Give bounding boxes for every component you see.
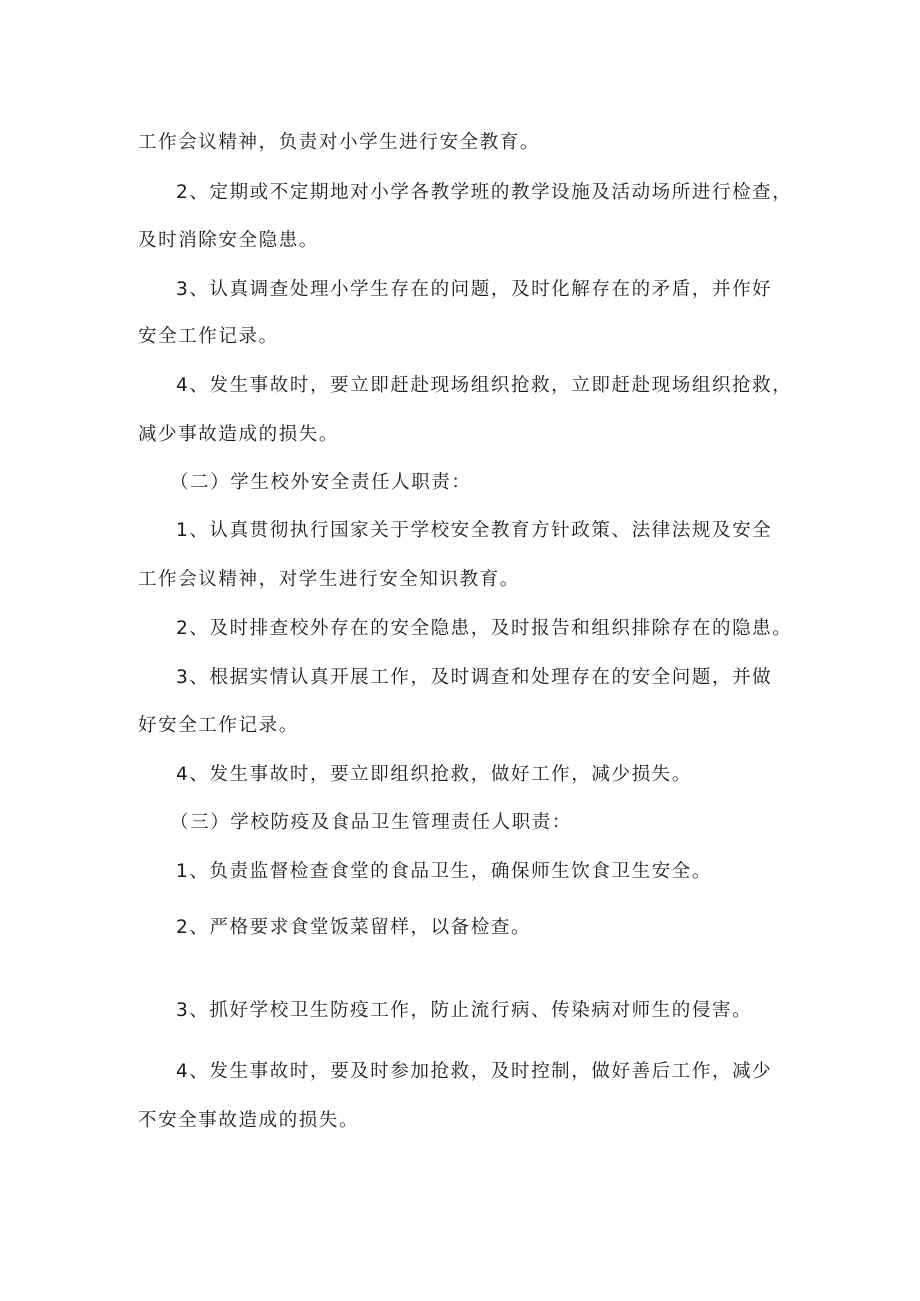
- text-line: 工作会议精神，负责对小学生进行安全教育。: [138, 132, 541, 153]
- text-line: 减少事故造成的损失。: [138, 424, 340, 445]
- text-line: 3、根据实情认真开展工作，及时调查和处理存在的安全问题，并做: [176, 667, 773, 688]
- text-line: 工作会议精神，对学生进行安全知识教育。: [138, 569, 520, 590]
- section-heading: （二）学生校外安全责任人职责：: [170, 472, 472, 493]
- section-heading: （三）学校防疫及食品卫生管理责任人职责：: [170, 812, 573, 833]
- text-line: 不安全事故造成的损失。: [138, 1110, 360, 1131]
- text-line: 好安全工作记录。: [138, 715, 299, 736]
- text-line: 1、认真贯彻执行国家关于学校安全教育方针政策、法律法规及安全: [176, 520, 773, 541]
- text-line: 2、定期或不定期地对小学各教学班的教学设施及活动场所进行检查，: [176, 182, 793, 203]
- text-line: 2、严格要求食堂饭菜留样，以备检查。: [176, 917, 532, 938]
- text-line: 3、抓好学校卫生防疫工作，防止流行病、传染病对师生的侵害。: [176, 1000, 753, 1021]
- text-line: 4、发生事故时，要及时参加抢救，及时控制，做好善后工作，减少: [176, 1061, 773, 1082]
- text-line: 4、发生事故时，要立即组织抢救，做好工作，减少损失。: [176, 764, 692, 785]
- text-line: 2、及时排查校外存在的安全隐患，及时报告和组织排除存在的隐患。: [176, 618, 793, 639]
- text-line: 3、认真调查处理小学生存在的问题，及时化解存在的矛盾，并作好: [176, 279, 773, 300]
- text-line: 及时消除安全隐患。: [138, 230, 319, 251]
- text-line: 安全工作记录。: [138, 326, 279, 347]
- text-line: 4、发生事故时，要立即赶赴现场组织抢救，立即赶赴现场组织抢救，: [176, 375, 793, 396]
- text-line: 1、负责监督检查食堂的食品卫生，确保师生饮食卫生安全。: [176, 861, 712, 882]
